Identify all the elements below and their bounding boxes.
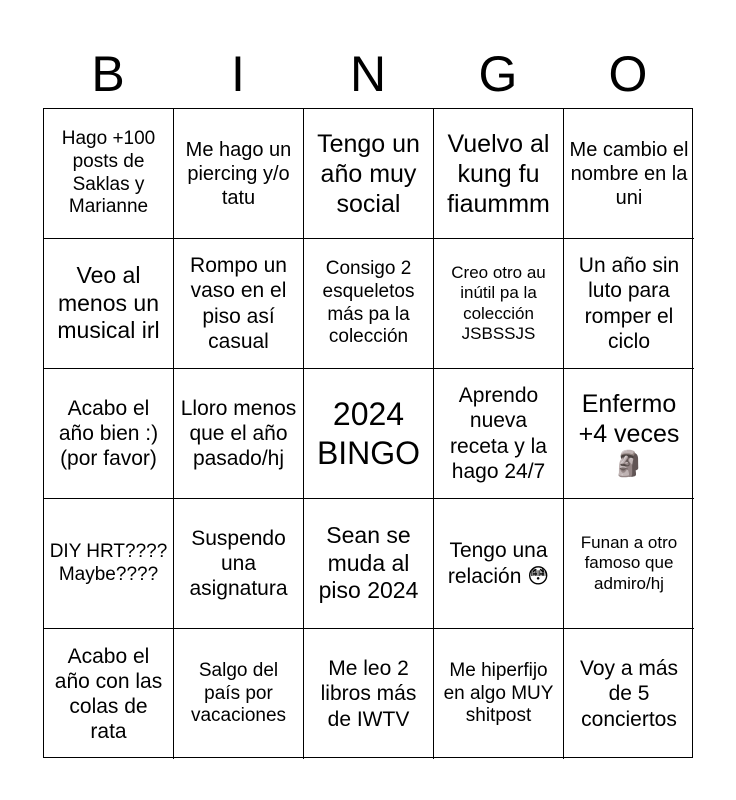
bingo-cell[interactable]: [564, 109, 694, 239]
cell-text: Enfermo +4 veces🗿: [578, 389, 680, 478]
cell-text: Voy a más de 5 conciertos: [579, 657, 679, 731]
cell-text: Salgo del país por vacaciones: [190, 659, 287, 727]
header-letter-n: N: [349, 46, 387, 102]
cell-text: Acabo el año bien :) (por favor): [58, 396, 159, 471]
bingo-cell[interactable]: [44, 109, 174, 239]
bingo-cell[interactable]: [304, 239, 434, 369]
bingo-cell[interactable]: [564, 629, 694, 759]
bingo-cell[interactable]: [434, 369, 564, 499]
cell-text: Un año sin luto para romper el ciclo: [578, 254, 680, 353]
header-letter-o: O: [608, 46, 648, 102]
bingo-cell[interactable]: [564, 239, 694, 369]
cell-text: Me leo 2 libros más de IWTV: [320, 657, 417, 731]
header-letter-i: I: [231, 46, 245, 102]
cell-text: Aprendo nueva receta y la hago 24/7: [450, 384, 547, 483]
cell-text: Rompo un vaso en el piso así casual: [190, 254, 287, 353]
cell-text: Funan a otro famoso que admiro/hj: [580, 532, 678, 593]
cell-text: DIY HRT???? Maybe????: [49, 540, 168, 585]
cell-text: Tengo una relación 😳: [447, 539, 550, 588]
cell-text: Me hiperfijo en algo MUY shitpost: [443, 659, 554, 727]
bingo-header: [43, 40, 693, 108]
cell-text: Me hago un piercing y/o tatu: [185, 138, 292, 209]
bingo-cell[interactable]: [304, 109, 434, 239]
cell-text: Consigo 2 esqueletos más pa la colección: [322, 257, 415, 348]
free-space-text: 2024 BINGO: [316, 396, 421, 471]
bingo-cell[interactable]: [434, 629, 564, 759]
bingo-cell[interactable]: [304, 499, 434, 629]
bingo-cell[interactable]: [564, 499, 694, 629]
cell-text: Creo otro au inútil pa la colección JSBSSJS: [451, 262, 546, 343]
bingo-cell[interactable]: [564, 369, 694, 499]
cell-text: Suspendo una asignatura: [189, 526, 288, 601]
bingo-cell[interactable]: [44, 369, 174, 499]
bingo-cell[interactable]: [174, 369, 304, 499]
bingo-cell[interactable]: [304, 629, 434, 759]
bingo-cell[interactable]: [174, 629, 304, 759]
cell-text: Sean se muda al piso 2024: [318, 522, 419, 604]
header-letter-g: G: [478, 46, 518, 102]
cell-text: Veo al menos un musical irl: [57, 262, 160, 344]
bingo-cell[interactable]: [174, 239, 304, 369]
bingo-cell[interactable]: [434, 239, 564, 369]
cell-text: Acabo el año con las colas de rata: [54, 644, 163, 744]
header-letter-b: B: [91, 46, 125, 102]
cell-text: Me cambio el nombre en la uni: [569, 138, 689, 209]
bingo-cell[interactable]: [174, 109, 304, 239]
free-space[interactable]: [304, 369, 434, 499]
bingo-cell[interactable]: [44, 499, 174, 629]
cell-text: Tengo un año muy social: [317, 129, 420, 218]
cell-text: Vuelvo al kung fu fiaummm: [447, 129, 550, 218]
bingo-cell[interactable]: [44, 239, 174, 369]
cell-text: Hago +100 posts de Saklas y Marianne: [61, 127, 156, 218]
bingo-cell[interactable]: [44, 629, 174, 759]
bingo-cell[interactable]: [174, 499, 304, 629]
bingo-cell[interactable]: [434, 109, 564, 239]
cell-text: Lloro menos que el año pasado/hj: [180, 396, 297, 471]
bingo-cell[interactable]: [434, 499, 564, 629]
bingo-card: [43, 108, 693, 758]
